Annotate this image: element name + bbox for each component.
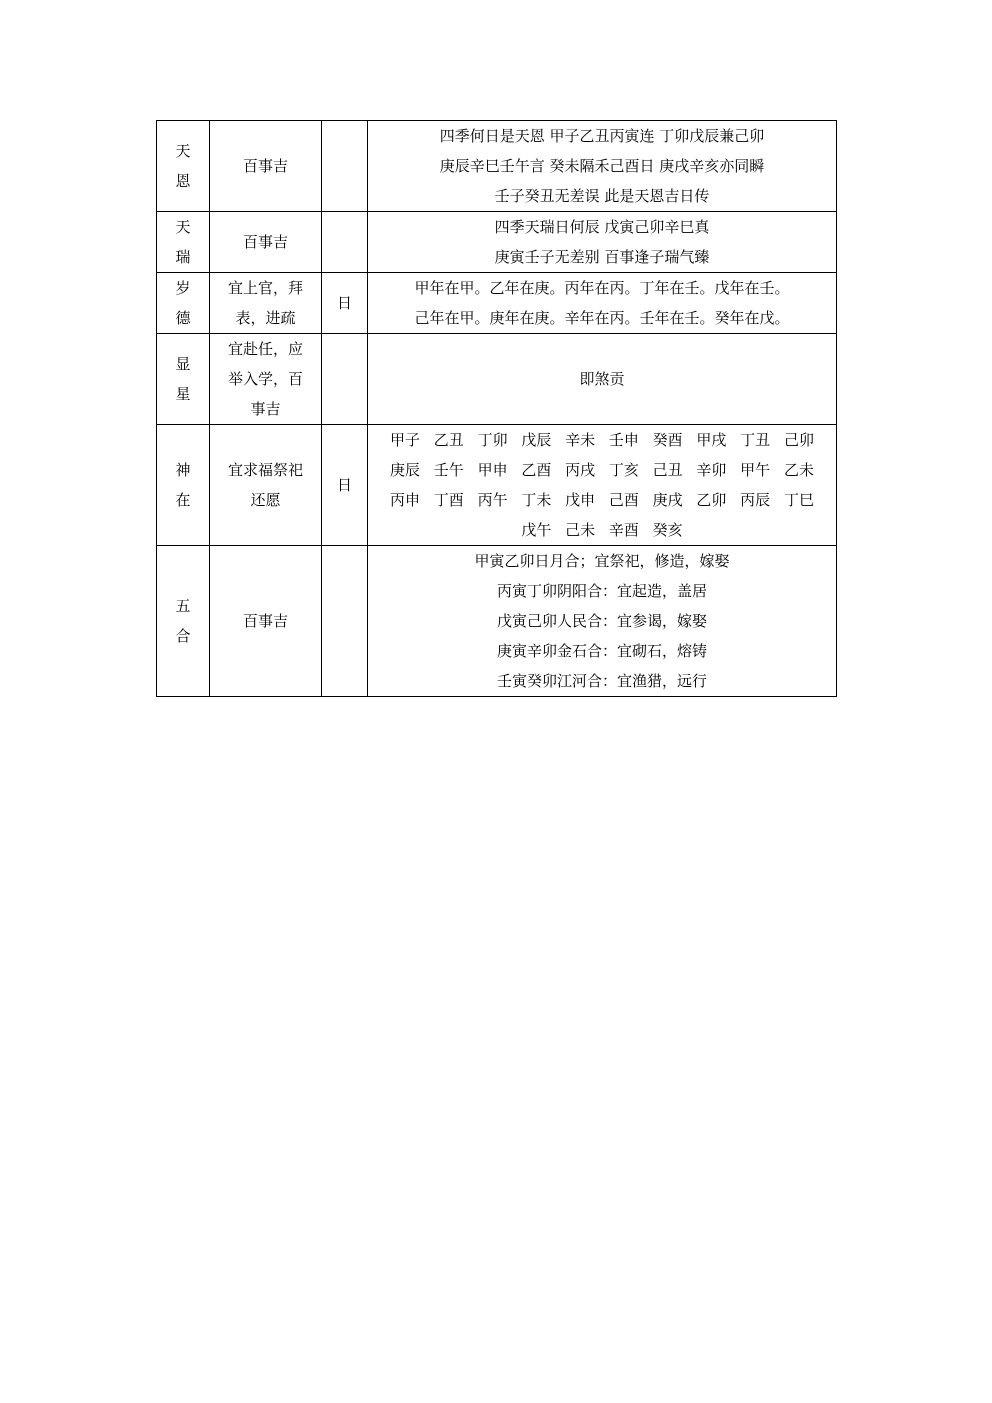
table-row-suide <box>157 273 837 334</box>
marker-cell <box>322 121 368 212</box>
suitable-text: 表，进疏 <box>235 309 296 327</box>
detail-line: 庚寅辛卯金石合：宜砌石，熔铸 <box>496 642 707 660</box>
marker-cell <box>322 546 368 697</box>
detail-cell <box>368 212 837 273</box>
suitable-text: 百事吉 <box>242 612 288 630</box>
table-row-tianrui <box>157 212 837 273</box>
detail-line: 甲子 乙丑 丁卯 戊辰 辛未 壬申 癸酉 甲戌 丁丑 己卯 <box>390 431 814 449</box>
detail-line: 壬寅癸卯江河合：宜渔猎，远行 <box>496 672 707 690</box>
detail-line: 己年在甲。庚年在庚。辛年在丙。壬年在壬。癸年在戊。 <box>414 309 790 327</box>
detail-line: 四季天瑞日何辰 戊寅己卯辛巳真 <box>494 218 710 236</box>
deity-name-cell <box>157 425 210 546</box>
suitable-text: 百事吉 <box>242 233 288 251</box>
suitable-text: 宜求福祭祀 <box>227 461 303 479</box>
detail-line: 即煞贡 <box>579 370 625 388</box>
name-char: 天 <box>175 142 191 160</box>
table-row-tianen <box>157 121 837 212</box>
auspicious-days-table <box>156 120 837 697</box>
detail-line: 壬子癸丑无差误 此是天恩吉日传 <box>494 187 710 205</box>
deity-name-cell <box>157 121 210 212</box>
suitable-text: 百事吉 <box>242 157 288 175</box>
name-char: 恩 <box>175 172 191 190</box>
suitable-text: 宜赴任，应 <box>227 340 303 358</box>
suitable-text: 举入学，百 <box>227 370 303 388</box>
name-char: 神 <box>175 461 191 479</box>
detail-line: 戊午 己未 辛酉 癸亥 <box>521 521 683 539</box>
detail-line: 甲年在甲。乙年在庚。丙年在丙。丁年在壬。戊年在壬。 <box>414 279 790 297</box>
name-char: 德 <box>175 309 191 327</box>
table-row-shenzai <box>157 425 837 546</box>
detail-cell <box>368 425 837 546</box>
detail-cell <box>368 546 837 697</box>
suitable-cell <box>210 334 322 425</box>
detail-cell <box>368 273 837 334</box>
suitable-cell <box>210 273 322 334</box>
name-char: 合 <box>175 627 191 645</box>
detail-line: 庚寅壬子无差别 百事逢子瑞气臻 <box>494 248 710 266</box>
deity-name-cell <box>157 212 210 273</box>
detail-line: 丙申 丁酉 丙午 丁未 戊申 己酉 庚戌 乙卯 丙辰 丁巳 <box>390 491 814 509</box>
detail-line: 庚辰辛巳壬午言 癸未隔禾己酉日 庚戌辛亥亦同瞬 <box>439 157 765 175</box>
deity-name-cell <box>157 546 210 697</box>
suitable-cell <box>210 425 322 546</box>
detail-line: 戊寅己卯人民合：宜参谒，嫁娶 <box>496 612 707 630</box>
table-row-xianxing <box>157 334 837 425</box>
marker-cell <box>322 212 368 273</box>
detail-line: 四季何日是天恩 甲子乙丑丙寅连 丁卯戊辰兼己卯 <box>439 127 765 145</box>
table-row-wuhe <box>157 546 837 697</box>
name-char: 岁 <box>175 279 191 297</box>
name-char: 五 <box>175 597 191 615</box>
suitable-cell <box>210 212 322 273</box>
marker-cell: 日 <box>322 273 368 334</box>
suitable-text: 还愿 <box>250 491 281 509</box>
suitable-text: 宜上官，拜 <box>227 279 303 297</box>
detail-line: 甲寅乙卯日月合；宜祭祀，修造，嫁娶 <box>474 552 730 570</box>
name-char: 在 <box>175 491 191 509</box>
suitable-cell <box>210 546 322 697</box>
name-char: 瑞 <box>175 248 191 266</box>
marker-cell: 日 <box>322 425 368 546</box>
deity-name-cell <box>157 273 210 334</box>
detail-line: 丙寅丁卯阴阳合：宜起造，盖居 <box>496 582 707 600</box>
name-char: 天 <box>175 218 191 236</box>
suitable-text: 事吉 <box>250 400 281 418</box>
name-char: 星 <box>175 385 191 403</box>
marker-cell <box>322 334 368 425</box>
suitable-cell <box>210 121 322 212</box>
detail-cell <box>368 121 837 212</box>
name-char: 显 <box>175 355 191 373</box>
detail-cell <box>368 334 837 425</box>
deity-name-cell <box>157 334 210 425</box>
detail-line: 庚辰 壬午 甲申 乙酉 丙戌 丁亥 己丑 辛卯 甲午 乙未 <box>390 461 814 479</box>
